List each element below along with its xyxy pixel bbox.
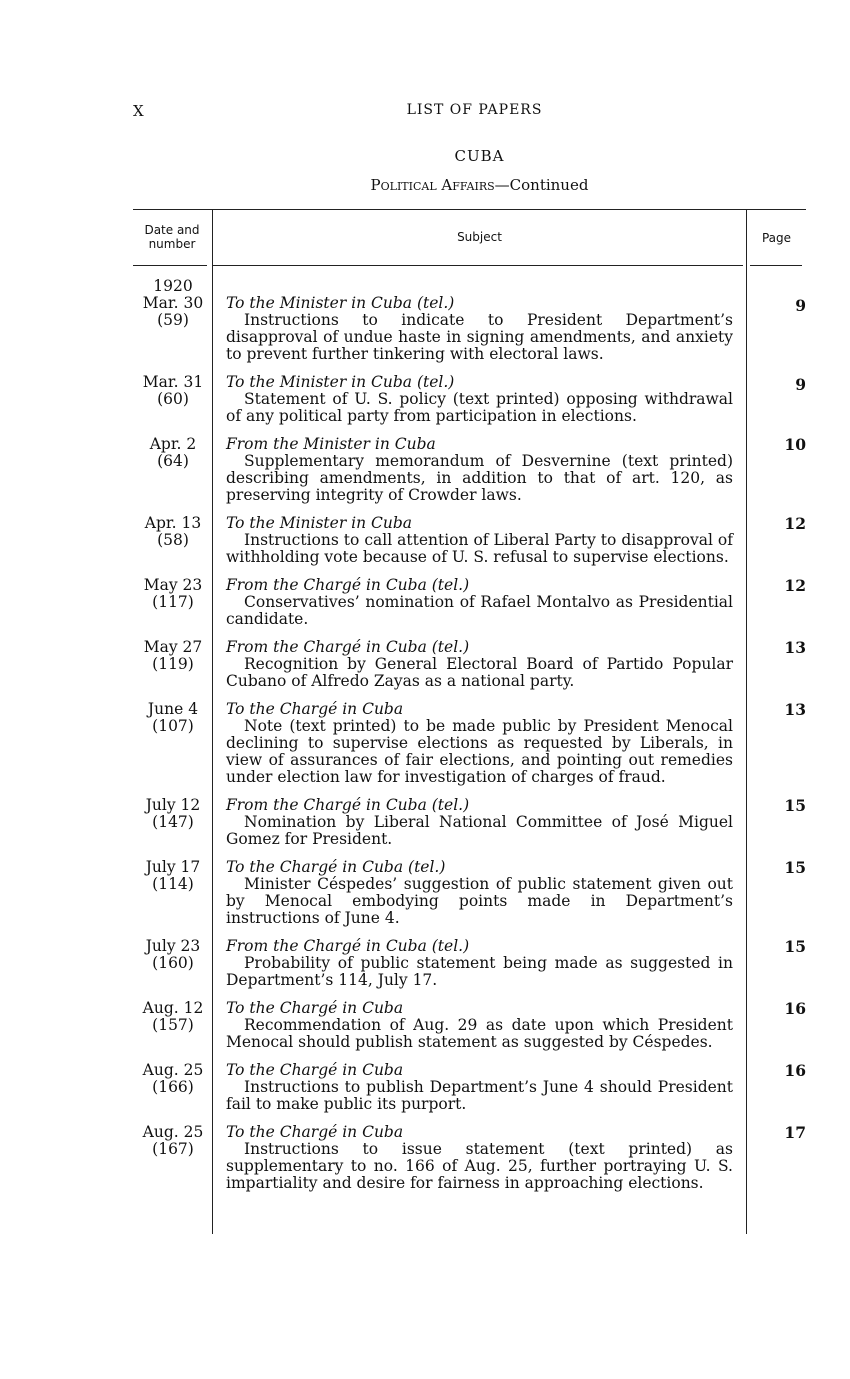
- row-date-cell: [133, 436, 213, 504]
- table-body: [133, 278, 806, 1203]
- column-head-page: Page: [761, 231, 792, 245]
- row-title: To the Chargé in Cuba: [226, 1123, 404, 1141]
- table-top-rule: [133, 209, 806, 210]
- row-page: 12: [784, 576, 806, 595]
- table-row: [133, 859, 806, 927]
- row-date-cell: [133, 515, 213, 566]
- row-date: July 17: [145, 858, 201, 876]
- row-date-cell: [133, 859, 213, 927]
- row-number: (58): [157, 531, 189, 549]
- row-subject-cell: [213, 1000, 733, 1051]
- row-number: (119): [152, 655, 194, 673]
- row-date-cell: [133, 639, 213, 690]
- row-date-cell: [133, 1000, 213, 1051]
- row-page: 15: [784, 858, 806, 877]
- row-number: (160): [152, 954, 194, 972]
- row-page: 16: [784, 1061, 806, 1080]
- header-bottom-rule-subject: [213, 265, 743, 266]
- section-title: CUBA: [454, 147, 505, 165]
- row-date: Mar. 31: [142, 373, 204, 391]
- row-subject-cell: [213, 701, 733, 786]
- row-number: (166): [152, 1078, 194, 1096]
- column-head-date: [133, 223, 211, 251]
- row-subject-cell: [213, 278, 733, 363]
- row-date: July 23: [145, 937, 201, 955]
- row-body: Recommendation of Aug. 29 as date upon which President Menocal should publish statement as suggested by Céspedes.: [226, 1016, 733, 1051]
- column-head-date-line1: Date and: [144, 223, 200, 237]
- page-number: X: [133, 102, 144, 120]
- row-title: To the Minister in Cuba (tel.): [226, 373, 455, 391]
- row-subject-cell: [213, 938, 733, 989]
- row-subject-cell: [213, 515, 733, 566]
- row-subject-cell: [213, 374, 733, 425]
- table-row: [133, 797, 806, 848]
- row-date: Mar. 30: [142, 294, 204, 312]
- row-page: 9: [795, 375, 806, 394]
- row-title: To the Chargé in Cuba: [226, 999, 404, 1017]
- row-date: Apr. 2: [149, 435, 197, 453]
- table-row: [133, 701, 806, 786]
- row-date-cell: [133, 938, 213, 989]
- row-subject-cell: [213, 859, 733, 927]
- column-head-date-line2: number: [148, 237, 196, 251]
- row-body: Instructions to issue statement (text printed) as supplementary to no. 166 of Aug. 25, further portraying U. S. impartiality and desire for fairness in approaching elections.: [226, 1140, 733, 1192]
- row-subject-cell: [213, 577, 733, 628]
- row-body: Instructions to indicate to President Department’s disapproval of undue haste in signing amendments, and anxiety to prevent further tinkering with electoral laws.: [226, 311, 733, 363]
- table-row: [133, 278, 806, 363]
- table-row: [133, 938, 806, 989]
- row-page: 16: [784, 999, 806, 1018]
- table-row: [133, 577, 806, 628]
- row-date-cell: [133, 701, 213, 786]
- row-page: 17: [784, 1123, 806, 1142]
- row-title: From the Chargé in Cuba (tel.): [226, 576, 470, 594]
- row-subject-cell: [213, 1062, 733, 1113]
- subsection-name: Political Affairs: [370, 176, 495, 194]
- row-number: (59): [157, 311, 189, 329]
- row-title: To the Chargé in Cuba (tel.): [226, 858, 446, 876]
- column-head-subject: Subject: [457, 230, 502, 244]
- row-date-cell: [133, 577, 213, 628]
- row-body: Nomination by Liberal National Committee of José Miguel Gomez for President.: [226, 813, 733, 848]
- row-date: Aug. 12: [142, 999, 204, 1017]
- row-page: 9: [795, 296, 806, 315]
- row-body: Supplementary memorandum of Desvernine (text printed) describing amendments, in addition to that of art. 120, as preserving integrity of Crowder laws.: [226, 452, 733, 504]
- row-date-cell: [133, 1124, 213, 1192]
- row-date: Aug. 25: [142, 1061, 204, 1079]
- row-number: (147): [152, 813, 194, 831]
- subsection-continued: —Continued: [494, 176, 589, 194]
- row-title: From the Minister in Cuba: [226, 435, 436, 453]
- row-title: To the Chargé in Cuba: [226, 1061, 404, 1079]
- row-page: 13: [784, 638, 806, 657]
- row-date-cell: [133, 374, 213, 425]
- row-body: Statement of U. S. policy (text printed) opposing withdrawal of any political party from participation in elections.: [226, 390, 733, 425]
- row-date: June 4: [147, 700, 199, 718]
- row-page: 15: [784, 796, 806, 815]
- row-body: Minister Céspedes’ suggestion of public statement given out by Menocal embodying points made in Department’s instructions of June 4.: [226, 875, 733, 927]
- row-date: Apr. 13: [144, 514, 202, 532]
- row-number: (157): [152, 1016, 194, 1034]
- page-header: [133, 102, 806, 124]
- row-page: 12: [784, 514, 806, 533]
- row-date: May 27: [143, 638, 203, 656]
- header-bottom-rule-date: [133, 265, 207, 266]
- row-date-cell: [133, 278, 213, 363]
- row-date: Aug. 25: [142, 1123, 204, 1141]
- row-body: Instructions to call attention of Liberal Party to disapproval of withholding vote because of U. S. refusal to supervise elections.: [226, 531, 733, 566]
- row-page: 10: [784, 435, 806, 454]
- subsection-title: [133, 176, 816, 194]
- row-number: (107): [152, 717, 194, 735]
- running-title: LIST OF PAPERS: [406, 102, 543, 118]
- row-page: 13: [784, 700, 806, 719]
- table-row: [133, 1000, 806, 1051]
- row-subject-cell: [213, 1124, 733, 1192]
- table-row: [133, 1062, 806, 1113]
- table-row: [133, 436, 806, 504]
- row-body: Instructions to publish Department’s June 4 should President fail to make public its purport.: [226, 1078, 733, 1113]
- row-title: From the Chargé in Cuba (tel.): [226, 796, 470, 814]
- header-bottom-rule-page: [750, 265, 802, 266]
- row-title: From the Chargé in Cuba (tel.): [226, 937, 470, 955]
- year-label: 1920: [153, 277, 193, 295]
- row-number: (167): [152, 1140, 194, 1158]
- row-title: To the Minister in Cuba: [226, 514, 413, 532]
- row-body: Probability of public statement being made as suggested in Department’s 114, July 17.: [226, 954, 733, 989]
- table-row: [133, 639, 806, 690]
- row-subject-cell: [213, 639, 733, 690]
- row-date: July 12: [145, 796, 201, 814]
- row-number: (117): [152, 593, 194, 611]
- row-subject-cell: [213, 797, 733, 848]
- row-body: Recognition by General Electoral Board of Partido Popular Cubano of Alfredo Zayas as a national party.: [226, 655, 733, 690]
- row-date: May 23: [143, 576, 203, 594]
- row-date-cell: [133, 797, 213, 848]
- table-row: [133, 1124, 806, 1192]
- table-row: [133, 374, 806, 425]
- row-subject-cell: [213, 436, 733, 504]
- row-number: (60): [157, 390, 189, 408]
- row-body: Note (text printed) to be made public by President Menocal declining to supervise elections as requested by Liberals, in view of assurances of fair elections, and pointing out remedies under election law for investigation of charges of fraud.: [226, 717, 733, 786]
- row-date-cell: [133, 1062, 213, 1113]
- row-title: To the Minister in Cuba (tel.): [226, 294, 455, 312]
- table-row: [133, 515, 806, 566]
- row-number: (114): [152, 875, 194, 893]
- row-body: Conservatives’ nomination of Rafael Montalvo as Presidential candidate.: [226, 593, 733, 628]
- row-title: To the Chargé in Cuba: [226, 700, 404, 718]
- row-title: From the Chargé in Cuba (tel.): [226, 638, 470, 656]
- row-page: 15: [784, 937, 806, 956]
- row-number: (64): [157, 452, 189, 470]
